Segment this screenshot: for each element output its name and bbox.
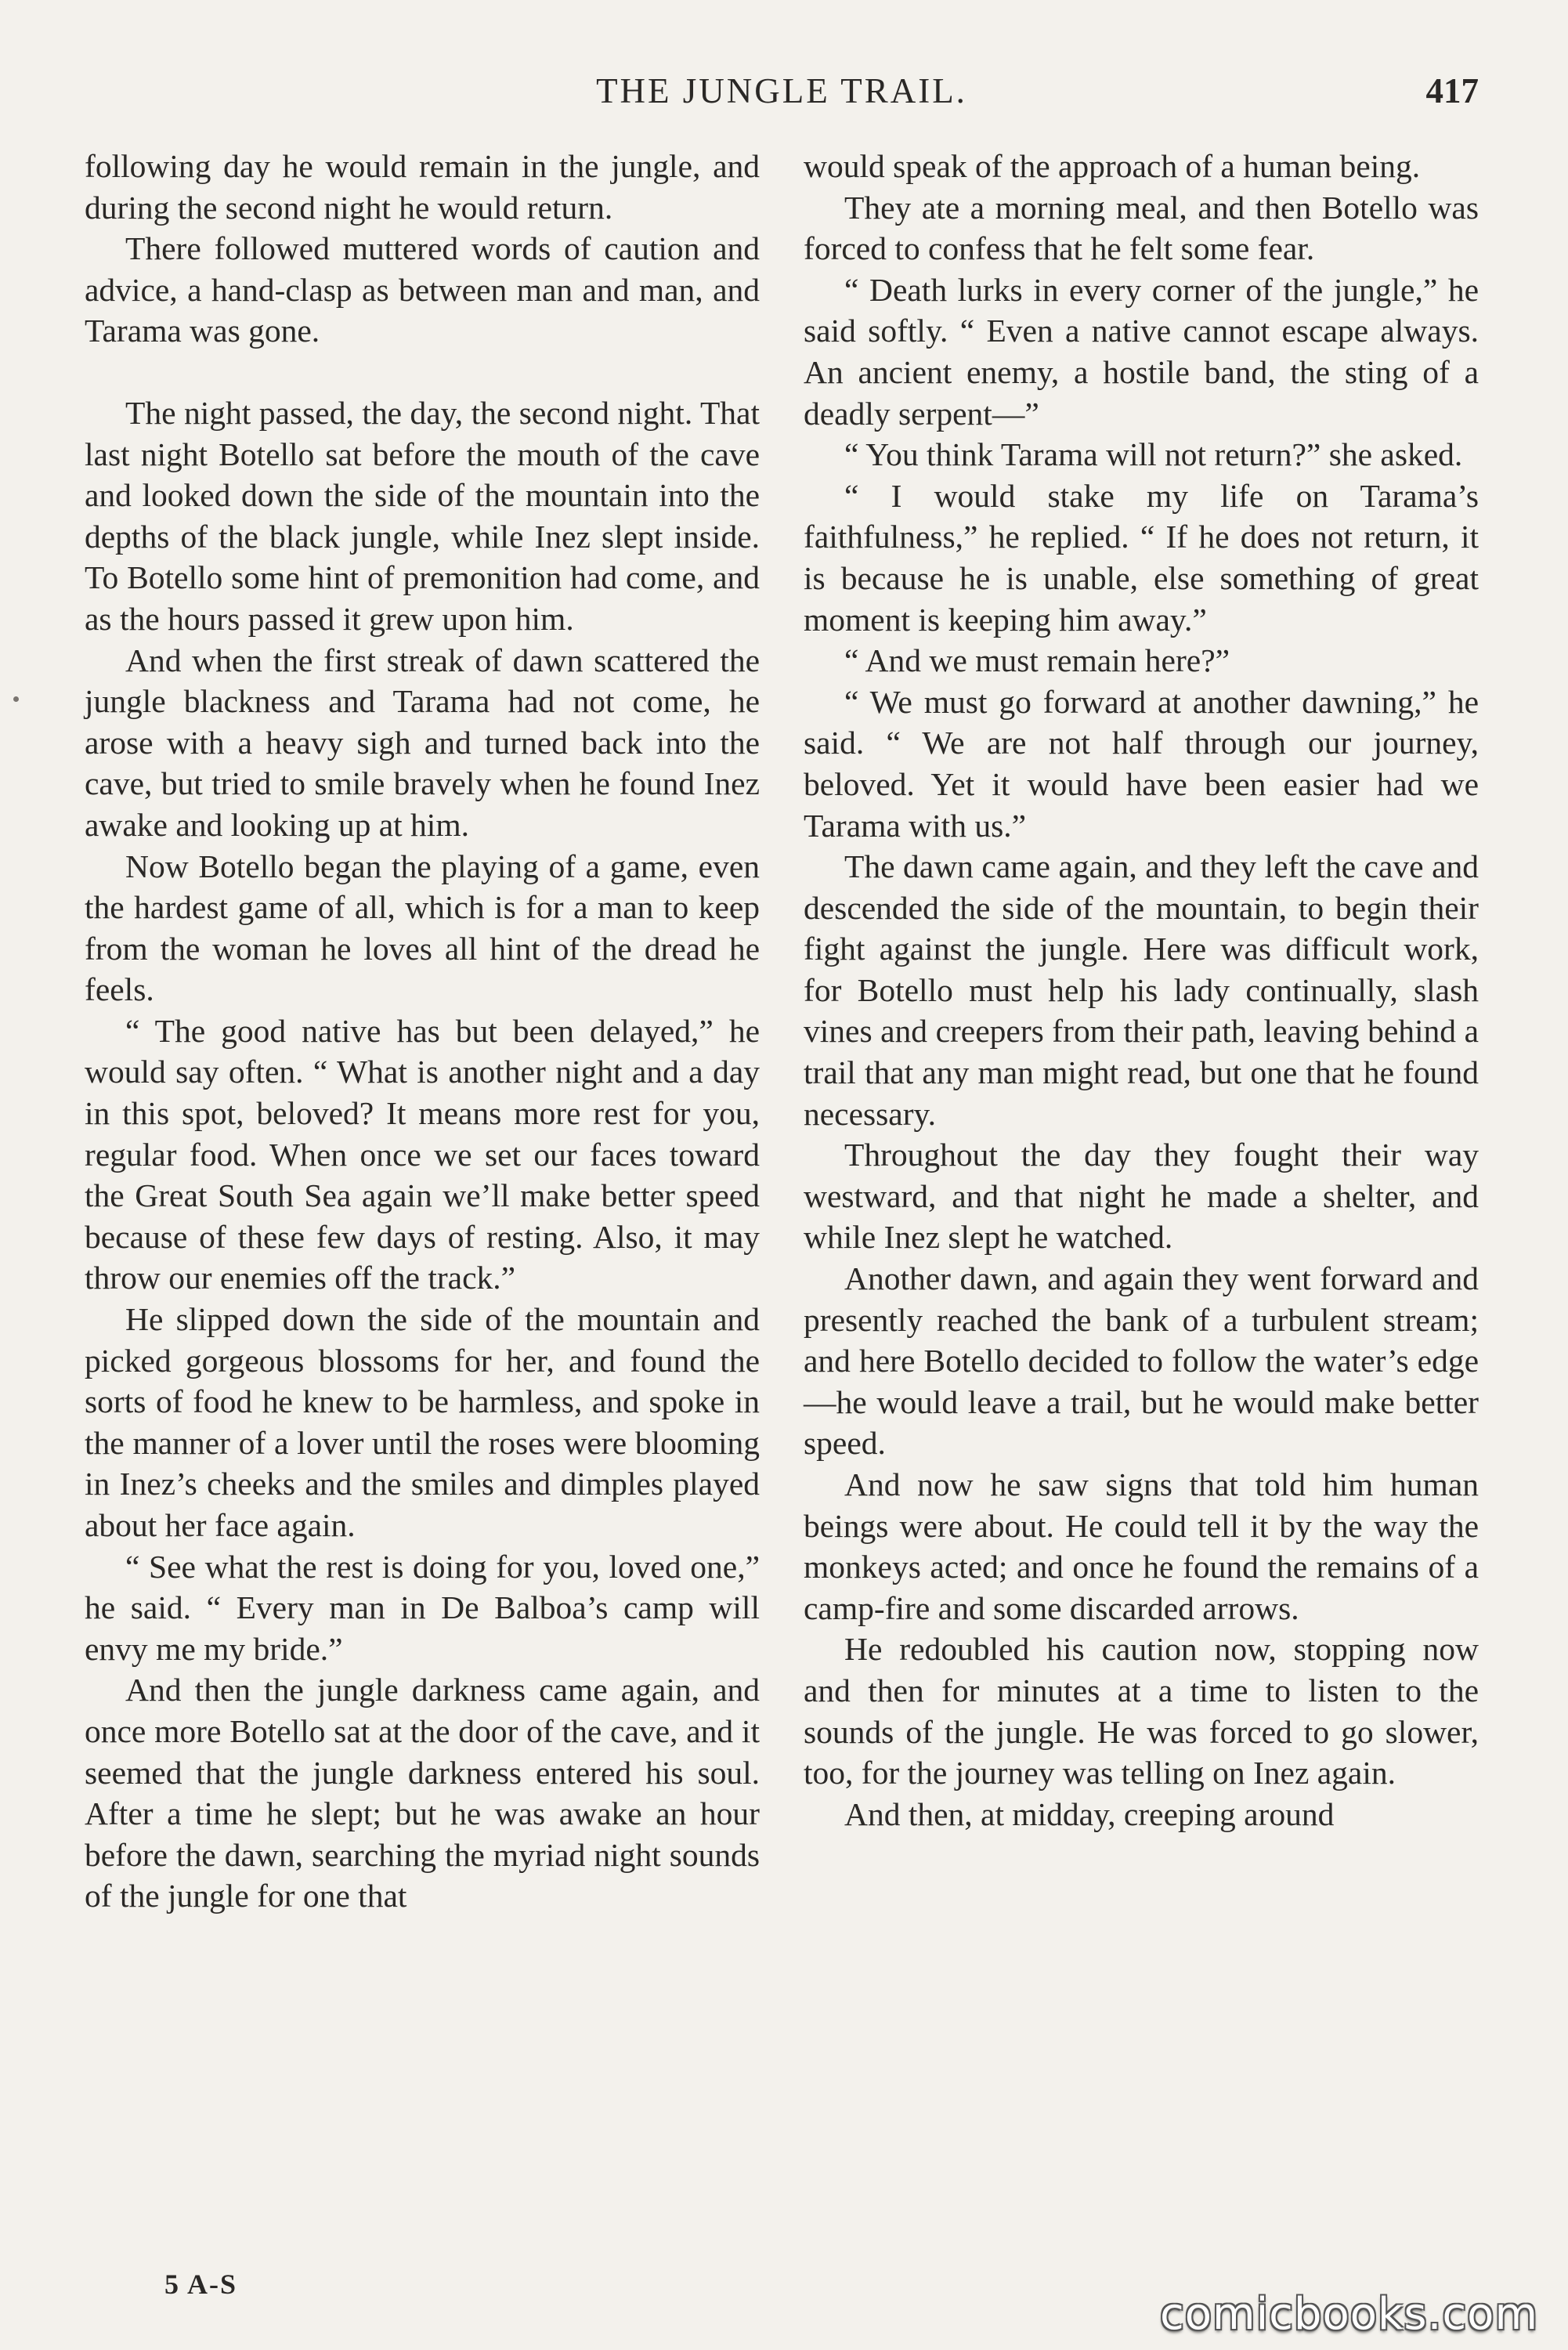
paragraph: “ See what the rest is doing for you, loved one,” he said. “ Every man in De Balboa’s camp will envy me my bride.” <box>85 1548 760 1667</box>
paragraph: following day he would remain in the jungle, and during the second night he would return. <box>85 148 760 226</box>
paragraph: Another dawn, and again they went forward and presently reached the bank of a turbulent stream; and here Botello decided to follow the water’s edge—he would leave a trail, but he would make better speed. <box>804 1260 1479 1462</box>
running-title: THE JUNGLE TRAIL. <box>596 71 967 110</box>
paragraph: “ Death lurks in every corner of the jungle,” he said softly. “ Even a native cannot escape always. An ancient enemy, a hostile band, the sting of a deadly serpent—” <box>804 271 1479 432</box>
paragraph: would speak of the approach of a human being. <box>804 148 1421 184</box>
paragraph: They ate a morning meal, and then Botello was forced to confess that he felt some fear. <box>804 189 1479 267</box>
paragraph: The dawn came again, and they left the cave and descended the side of the mountain, to begin their fight against the jungle. Here was difficult work, for Botello must help his lady continually, slash vines and creepers from their path, leaving behind a trail that any man might read, but one that he found necessary. <box>804 848 1479 1132</box>
paragraph: “ The good native has but been delayed,” he would say often. “ What is another night and a day in this spot, beloved? It means more rest for you, regular food. When once we set our faces toward the Great South Sea again we’ll make better speed because of these few days of resting. Also, it may throw our enemies off the track.” <box>85 1012 760 1296</box>
paragraph: The night passed, the day, the second night. That last night Botello sat before the mouth of the cave and looked down the side of the mountain into the depths of the black jungle, while Inez slept inside. To Botello some hint of premonition had come, and as the hours passed it grew upon him. <box>85 394 760 637</box>
paragraph: And when the first streak of dawn scattered the jungle blackness and Tarama had not come, he arose with a heavy sigh and turned back into the cave, but tried to smile bravely when he found Inez awake and looking up at him. <box>85 642 760 843</box>
site-watermark: comicbooks.com <box>1159 2289 1538 2340</box>
paragraph: And now he saw signs that told him human beings were about. He could tell it by the way the monkeys acted; and once he found the remains of a camp-fire and some discarded arrows. <box>804 1466 1479 1626</box>
paragraph: And then the jungle darkness came again, and once more Botello sat at the door of the cave, and it seemed that the jungle darkness entered his soul. After a time he slept; but he was awake an hour before the dawn, searching the myriad night sounds of the jungle for one that <box>85 1672 760 1914</box>
paragraph: He redoubled his caution now, stopping now and then for minutes at a time to listen to the sounds of the jungle. He was forced to go slower, too, for the journey was telling on Inez again. <box>804 1631 1479 1791</box>
paragraph: Throughout the day they fought their way westward, and that night he made a shelter, and while Inez slept he watched. <box>804 1137 1479 1256</box>
printer-signature-mark: 5 A-S <box>164 2269 238 2300</box>
paragraph: “ We must go forward at another dawning,” he said. “ We are not half through our journey, beloved. Yet it would have been easier had we Tarama with us.” <box>804 683 1479 844</box>
paragraph: There followed muttered words of caution and advice, a hand-clasp as between man and man, and Tarama was gone. <box>85 230 760 349</box>
paragraph: He slipped down the side of the mountain and picked gorgeous blossoms for her, and found the sorts of food he knew to be harmless, and spoke in the manner of a lover until the roses were blooming in Inez’s cheeks and the smiles and dimples played about her face again. <box>85 1301 760 1543</box>
page-header <box>85 67 1479 114</box>
print-speck <box>13 696 19 702</box>
paragraph: “ And we must remain here?” <box>844 642 1230 679</box>
paragraph: “ You think Tarama will not return?” she asked. <box>844 436 1463 473</box>
left-text-column <box>85 146 760 1917</box>
paragraph: Now Botello began the playing of a game, even the hardest game of all, which is for a man to keep from the woman he loves all hint of the dread he feels. <box>85 848 760 1008</box>
paragraph: And then, at midday, creeping around <box>844 1795 1335 1832</box>
paragraph: “ I would stake my life on Tarama’s faithfulness,” he replied. “ If he does not return, it is because he is unable, else something of great moment is keeping him away.” <box>804 477 1479 638</box>
right-text-column <box>804 146 1479 1835</box>
page-number: 417 <box>1425 71 1479 110</box>
